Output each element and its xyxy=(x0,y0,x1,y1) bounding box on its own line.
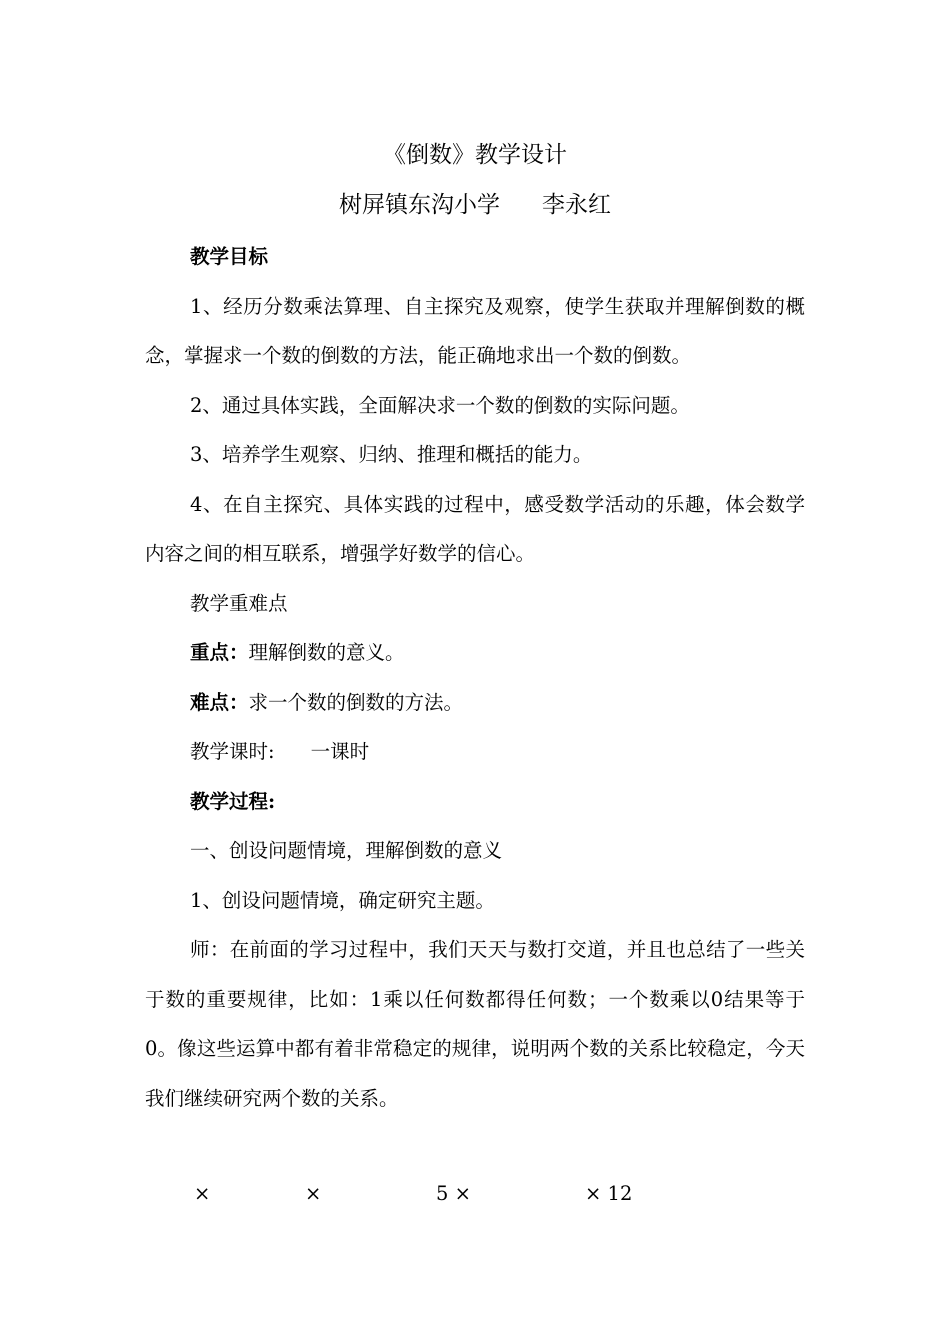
objective-4: 4、在自主探究、具体实践的过程中，感受数学活动的乐趣，体会数学内容之间的相互联系，增强学好数学的信心。 xyxy=(145,492,805,565)
formula-item-2: × xyxy=(305,1182,322,1205)
difficult-point xyxy=(145,678,805,728)
objective-1: 1、经历分数乘法算理、自主探究及观察，使学生获取并理解倒数的概念，掌握求一个数的倒数的方法，能正确地求出一个数的倒数。 xyxy=(145,294,805,367)
teacher-paragraph: 师：在前面的学习过程中，我们天天与数打交道，并且也总结了一些关于数的重要规律，比如：1乘以任何数都得任何数；一个数乘以0结果等于0。像这些运算中都有着非常稳定的规律，说明两个数的关系比较稳定，今天我们继续研究两个数的关系。 xyxy=(145,938,805,1110)
document-body xyxy=(145,232,805,1123)
hours-value: 一课时 xyxy=(310,740,370,763)
difficult-text: 求一个数的倒数的方法。 xyxy=(248,690,464,714)
formula-item-4: × 12 xyxy=(585,1182,633,1205)
school-name: 树屏镇东沟小学 xyxy=(339,192,500,218)
objectives-heading: 教学目标 xyxy=(190,245,269,268)
step-1: 1、创设问题情境，确定研究主题。 xyxy=(190,888,495,912)
objective-2: 2、通过具体实践，全面解决求一个数的倒数的实际问题。 xyxy=(190,393,690,417)
difficult-label: 难点： xyxy=(190,690,249,714)
key-label: 重点： xyxy=(190,641,249,664)
key-difficult-heading: 教学重难点 xyxy=(190,591,288,615)
author-name: 李永红 xyxy=(542,192,611,218)
key-text: 理解倒数的意义。 xyxy=(248,641,405,664)
hours-label: 教学课时: xyxy=(190,740,275,763)
document-title: 《倒数》教学设计 xyxy=(383,142,567,168)
formula-item-1: × xyxy=(194,1182,211,1205)
teaching-hours xyxy=(145,727,805,777)
key-point xyxy=(145,628,805,678)
document-byline xyxy=(0,186,950,219)
process-heading: 教学过程: xyxy=(190,789,276,813)
part-1-heading: 一、创设问题情境，理解倒数的意义 xyxy=(190,839,503,862)
objective-3: 3、培养学生观察、归纳、推理和概括的能力。 xyxy=(190,443,593,466)
formula-item-3: 5 × xyxy=(436,1182,471,1205)
formula-row xyxy=(0,1182,950,1212)
